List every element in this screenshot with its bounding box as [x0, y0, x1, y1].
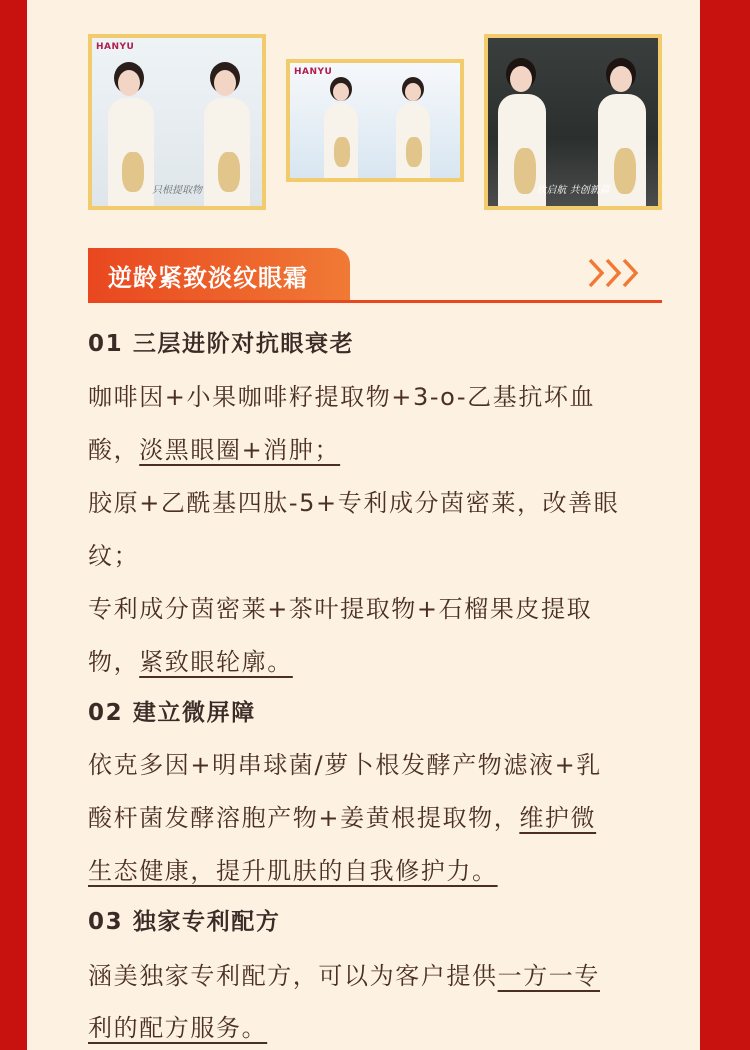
section-divider	[88, 300, 662, 303]
subsection-heading-01: 01 三层进阶对抗眼衰老	[88, 331, 355, 357]
photo-caption: 妆启航 共创新篇	[536, 185, 610, 196]
highlight-line: 生态健康，提升肌肤的自我修护力。	[88, 857, 498, 885]
brand-logo: HANYU	[96, 42, 135, 52]
event-photo-2	[286, 59, 464, 182]
subsection-heading-03: 03 独家专利配方	[88, 909, 281, 935]
body-text: 酸杆菌发酵溶胞产物+姜黄根提取物，	[88, 804, 520, 832]
event-photo-3	[484, 34, 662, 210]
body-line	[88, 642, 668, 677]
photo-caption: 只根提取物	[152, 185, 202, 196]
body-line: 咖啡因+小果咖啡籽提取物+3-o-乙基抗坏血	[88, 383, 596, 411]
section-title: 逆龄紧致淡纹眼霜	[108, 264, 308, 292]
body-text: 酸，	[88, 436, 140, 464]
body-line: 依克多因+明串球菌/萝卜根发酵产物滤液+乳	[88, 751, 602, 779]
highlight-text: 淡黑眼圈+消肿；	[139, 436, 341, 464]
brand-logo: HANYU	[294, 67, 333, 77]
subsection-heading-02: 02 建立微屏障	[88, 700, 256, 726]
body-text: 涵美独家专利配方，可以为客户提供	[88, 962, 498, 990]
body-line	[88, 798, 668, 833]
event-photo-1	[88, 34, 266, 210]
body-line	[88, 430, 668, 465]
body-line: 胶原+乙酰基四肽-5+专利成分茵密莱，改善眼	[88, 489, 620, 517]
highlight-text: 一方一专	[497, 962, 601, 990]
body-text: 物，	[88, 648, 140, 676]
highlight-text: 维护微	[519, 804, 597, 832]
highlight-line: 利的配方服务。	[88, 1014, 268, 1042]
body-line	[88, 956, 668, 991]
highlight-text: 紧致眼轮廓。	[139, 648, 293, 676]
chevron-right-icon	[588, 256, 644, 290]
body-line: 纹；	[88, 542, 140, 570]
body-line: 专利成分茵密莱+茶叶提取物+石榴果皮提取	[88, 595, 593, 623]
